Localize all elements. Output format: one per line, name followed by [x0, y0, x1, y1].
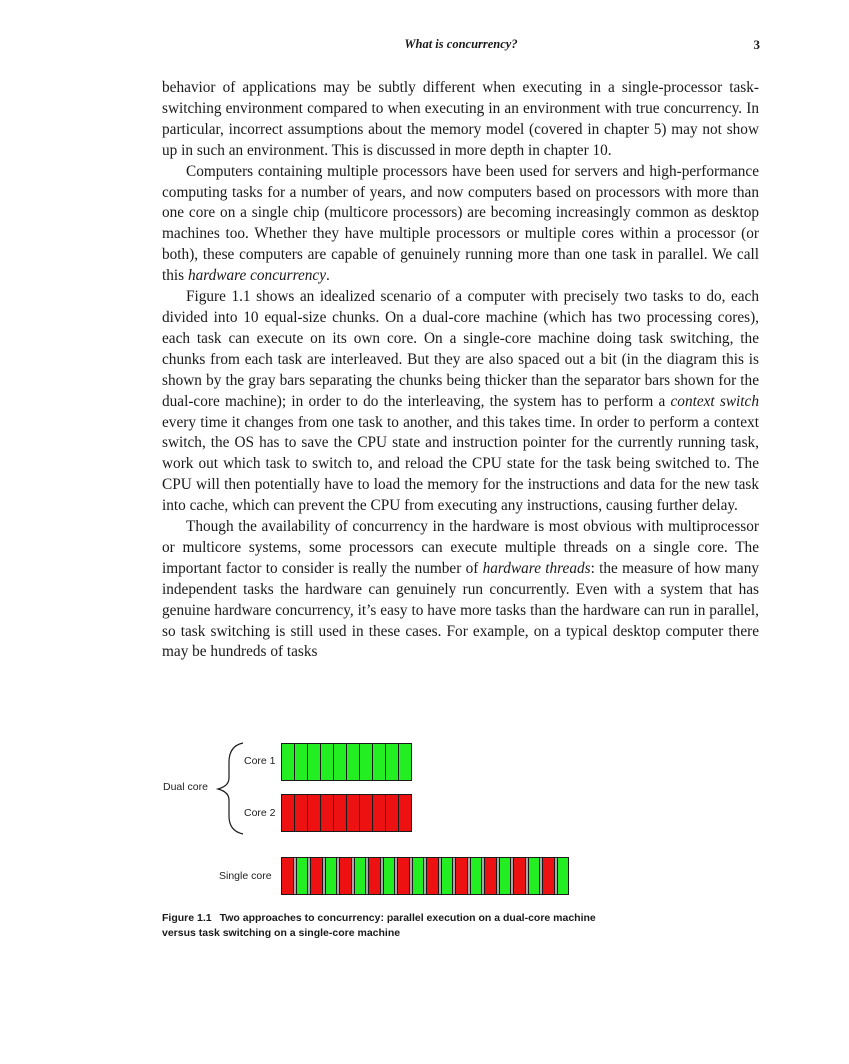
single-core-label: Single core: [219, 870, 272, 882]
paragraph-2-end: .: [326, 267, 330, 285]
task-2-chunk: [542, 857, 555, 895]
context-switch-gap: [351, 857, 355, 895]
core-2-label: Core 2: [244, 807, 276, 819]
context-switch-gap: [525, 857, 529, 895]
term-hardware-threads: hardware threads: [482, 559, 591, 577]
dual-core-label: Dual core: [163, 781, 208, 793]
task-1-chunk: [296, 857, 308, 895]
paragraph-3-text-b: every time it changes from one task to another, and this takes time. In order to perform a context switch, the OS has to save the CPU state and instruction pointer for the currently running task, work out which task to switch to, and reload the CPU state for the task being switched to. The CPU will then potentially have to load the memory for the instructions and data for the new task into cache, which can prevent the CPU from executing any instructions, causing further delay.: [162, 413, 759, 515]
single-core-timeline: [282, 857, 569, 895]
task-1-chunk: [499, 857, 511, 895]
task-1-chunk: [470, 857, 482, 895]
context-switch-gap: [336, 857, 340, 895]
paragraph-3-text-a: Figure 1.1 shows an idealized scenario of a computer with precisely two tasks to do, each divided into 10 equal-size chunks. On a dual-core machine (which has two processing cores), each task can execute on its own core. On a single-core machine doing task switching, the chunks from each task are interleaved. But they are also spaced out a bit (in the diagram this is shown by the gray bars separating the chunks being thicker than the separator bars shown for the dual-core machine); in order to do the interleaving, the system has to perform a: [162, 288, 759, 410]
context-switch-gap: [394, 857, 398, 895]
task-2-chunk: [333, 794, 347, 832]
task-1-chunk: [307, 743, 321, 781]
context-switch-gap: [452, 857, 456, 895]
term-context-switch: context switch: [670, 392, 759, 410]
context-switch-gap: [510, 857, 514, 895]
task-1-chunk: [325, 857, 337, 895]
caption-number: Figure 1.1: [162, 912, 212, 924]
task-2-chunk: [426, 857, 439, 895]
paragraph-4-text-b: : the measure of how many independent tasks the hardware can genuinely run concurrently. Even with a system that has genuine hardware concurrency, it’s easy to have more tasks than the hardware can run in parallel, so task switching is still used in these cases. For example, on a typical desktop computer there may be hundreds of tasks: [162, 559, 759, 661]
paragraph-3: [162, 287, 759, 517]
paragraph-2: [162, 162, 759, 287]
task-2-chunk: [484, 857, 497, 895]
context-switch-gap: [481, 857, 485, 895]
task-2-chunk: [397, 857, 410, 895]
context-switch-gap: [322, 857, 326, 895]
task-1-chunk: [346, 743, 360, 781]
context-switch-gap: [467, 857, 471, 895]
context-switch-gap: [423, 857, 427, 895]
task-2-chunk: [513, 857, 526, 895]
task-2-chunk: [310, 857, 323, 895]
task-2-chunk: [372, 794, 386, 832]
task-1-chunk: [294, 743, 308, 781]
paragraph-4-text-a: Though the availability of concurrency in the hardware is most obvious with multiprocessor or multicore systems, some processors can execute multiple threads on a single core. The important factor to consider is really the number of: [162, 518, 759, 577]
task-1-chunk: [441, 857, 453, 895]
paragraph-1-text: behavior of applications may be subtly different when executing in a single-processor task-switching environment compared to when executing in an environment with true concurrency. In particular, incorrect assumptions about the memory model (covered in chapter 5) may not show up in such an environment. This is discussed in more depth in chapter 10.: [162, 79, 759, 159]
context-switch-gap: [365, 857, 369, 895]
task-1-chunk: [385, 743, 399, 781]
page-header: [162, 37, 760, 57]
paragraph-1: [162, 78, 759, 162]
task-2-chunk: [346, 794, 360, 832]
context-switch-gap: [539, 857, 543, 895]
task-2-chunk: [398, 794, 412, 832]
paragraph-4: [162, 517, 759, 663]
brace-path: [218, 743, 243, 834]
task-1-chunk: [412, 857, 424, 895]
task-2-chunk: [320, 794, 334, 832]
task-2-chunk: [307, 794, 321, 832]
caption-text: Two approaches to concurrency: parallel execution on a dual-core machine versus task switching on a single-core machine: [162, 912, 596, 939]
paragraph-2-text: Computers containing multiple processors have been used for servers and high-performance computing tasks for a number of years, and now computers based on processors with more than one core on a single chip (multicore processors) are becoming increasingly common as desktop machines too. Whether they have multiple processors or multiple cores within a processor (or both), these computers are capable of genuinely running more than one task in parallel. We call this: [162, 162, 759, 285]
task-2-chunk: [281, 794, 295, 832]
core-1-timeline: [282, 743, 412, 781]
task-2-chunk: [385, 794, 399, 832]
task-2-chunk: [368, 857, 381, 895]
context-switch-gap: [438, 857, 442, 895]
task-1-chunk: [398, 743, 412, 781]
core-1-label: Core 1: [244, 755, 276, 767]
task-2-chunk: [339, 857, 352, 895]
context-switch-gap: [293, 857, 297, 895]
task-1-chunk: [383, 857, 395, 895]
task-1-chunk: [359, 743, 373, 781]
context-switch-gap: [380, 857, 384, 895]
task-1-chunk: [320, 743, 334, 781]
context-switch-gap: [496, 857, 500, 895]
context-switch-gap: [409, 857, 413, 895]
task-2-chunk: [281, 857, 294, 895]
context-switch-gap: [554, 857, 558, 895]
task-1-chunk: [333, 743, 347, 781]
body-text: [162, 78, 759, 663]
core-2-timeline: [282, 794, 412, 832]
figure-caption: [162, 911, 622, 941]
context-switch-gap: [307, 857, 311, 895]
task-2-chunk: [359, 794, 373, 832]
task-1-chunk: [354, 857, 366, 895]
task-1-chunk: [372, 743, 386, 781]
running-title: What is concurrency?: [404, 37, 518, 51]
task-1-chunk: [528, 857, 540, 895]
task-2-chunk: [455, 857, 468, 895]
term-hardware-concurrency: hardware concurrency: [187, 267, 326, 285]
task-1-chunk: [557, 857, 569, 895]
task-2-chunk: [294, 794, 308, 832]
page-number: 3: [753, 37, 760, 52]
task-1-chunk: [281, 743, 295, 781]
